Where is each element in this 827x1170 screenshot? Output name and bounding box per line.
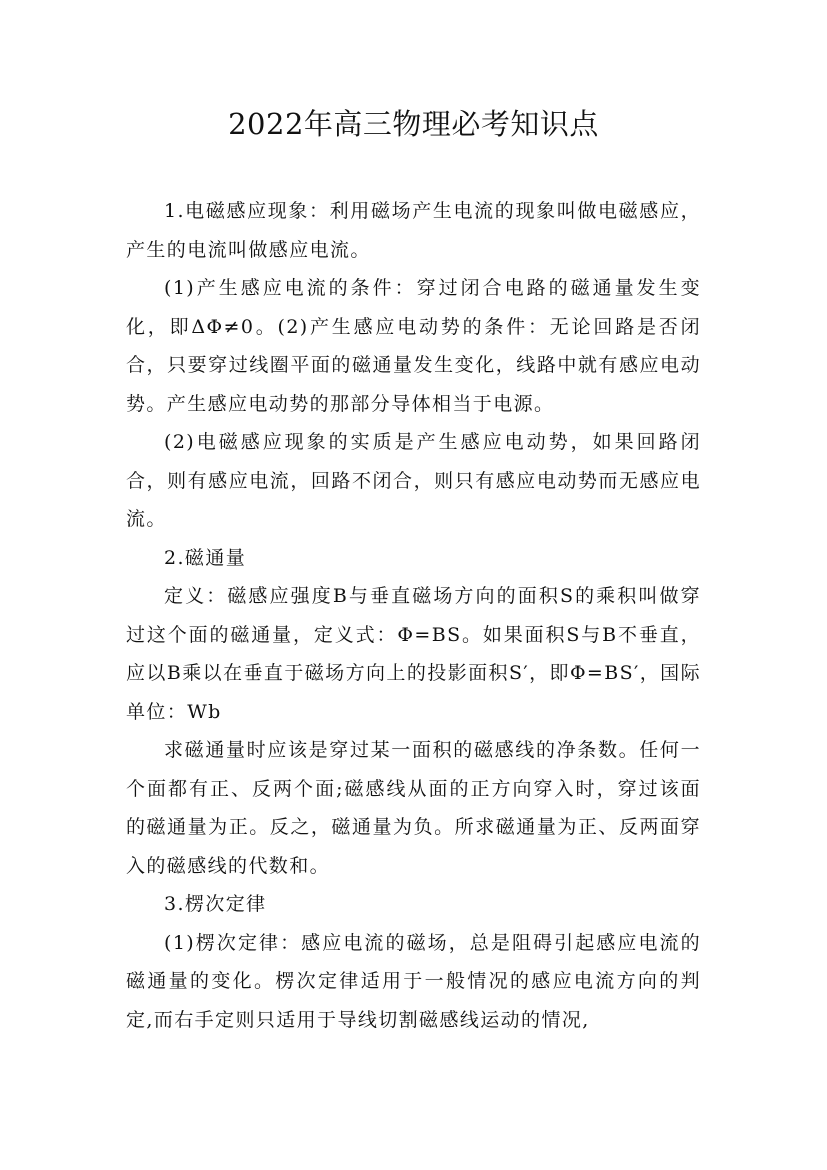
document-body bbox=[126, 192, 701, 1039]
paragraph-lenz-law: (1)楞次定律：感应电流的磁场，总是阻碍引起感应电流的磁通量的变化。楞次定律适用于一般情况的感应电流方向的判定,而右手定则只适用于导线切割磁感线运动的情况, bbox=[126, 931, 701, 1031]
heading-lenz-law: 3.楞次定律 bbox=[164, 893, 267, 915]
paragraph-flux-net: 求磁通量时应该是穿过某一面积的磁感线的净条数。任何一个面都有正、反两个面;磁感线从面的正方向穿入时，穿过该面的磁通量为正。反之，磁通量为负。所求磁通量为正、反两面穿入的磁感线的代数和。 bbox=[126, 739, 701, 877]
page-title: 2022年高三物理必考知识点 bbox=[228, 107, 599, 141]
paragraph-em-induction: 1.电磁感应现象：利用磁场产生电流的现象叫做电磁感应，产生的电流叫做感应电流。 bbox=[126, 200, 701, 261]
paragraph-flux-definition: 定义：磁感应强度B与垂直磁场方向的面积S的乘积叫做穿过这个面的磁通量，定义式：Φ=BS。如果面积S与B不垂直，应以B乘以在垂直于磁场方向上的投影面积S′，即Φ=BS′，国际单位：Wb bbox=[126, 585, 701, 723]
paragraph-induction-essence: (2)电磁感应现象的实质是产生感应电动势，如果回路闭合，则有感应电流，回路不闭合，则只有感应电动势而无感应电流。 bbox=[126, 431, 701, 530]
paragraph-induction-conditions: (1)产生感应电流的条件：穿过闭合电路的磁通量发生变化，即ΔΦ≠0。(2)产生感应电动势的条件：无论回路是否闭合，只要穿过线圈平面的磁通量发生变化，线路中就有感应电动势。产生感应电动势的那部分导体相当于电源。 bbox=[126, 277, 701, 415]
heading-magnetic-flux: 2.磁通量 bbox=[164, 546, 247, 569]
